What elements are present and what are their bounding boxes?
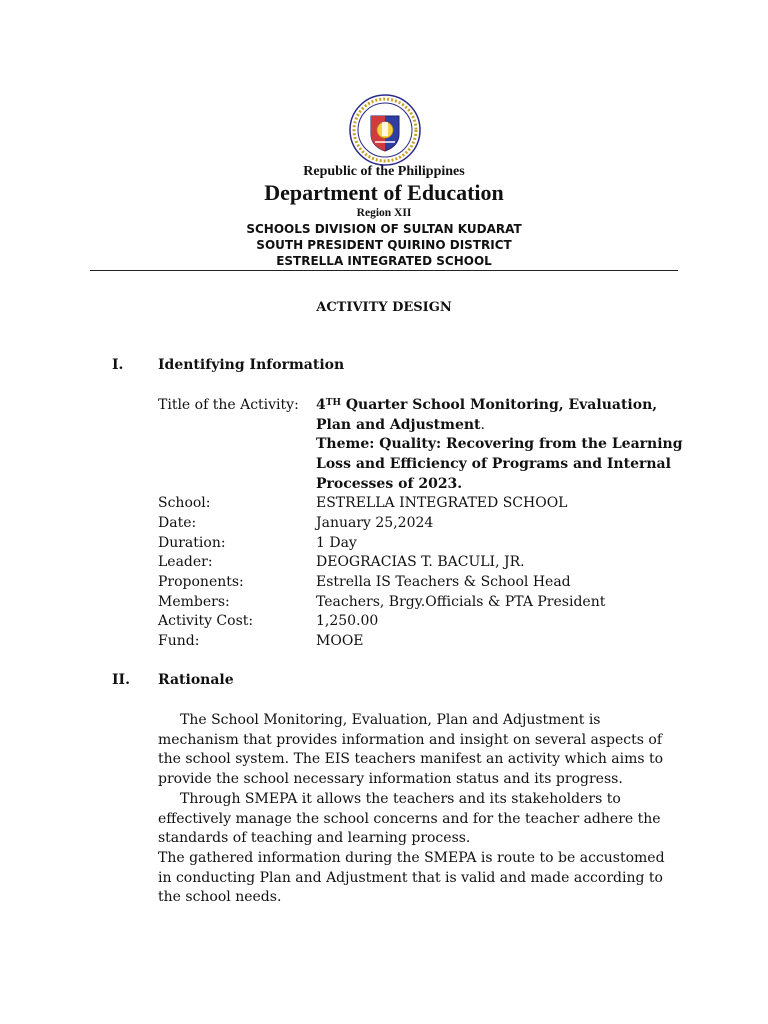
- field-value-leader: DEOGRACIAS T. BACULI, JR.: [316, 554, 525, 570]
- field-label-leader: Leader:: [158, 554, 213, 570]
- field-label-proponents: Proponents:: [158, 574, 244, 590]
- section-1-number: I.: [112, 357, 124, 373]
- ordinal-number: 4: [316, 397, 326, 413]
- field-value-school: ESTRELLA INTEGRATED SCHOOL: [316, 495, 568, 511]
- ordinal-suffix: TH: [325, 398, 341, 408]
- section-2-number: II.: [112, 672, 130, 688]
- field-label-members: Members:: [158, 594, 230, 610]
- field-label-fund: Fund:: [158, 633, 200, 649]
- field-label-activity-cost: Activity Cost:: [158, 613, 254, 629]
- deped-seal-icon: [349, 94, 421, 166]
- field-value-fund: MOOE: [316, 633, 364, 649]
- field-label-school: School:: [158, 495, 211, 511]
- rationale-paragraph-2: Through SMEPA it allows the teachers and its stakeholders to effectively manage the school concerns and for the teacher adhere the standards of teaching and learning process.: [158, 790, 661, 847]
- rationale-paragraph-3: The gathered information during the SMEPA is route to be accustomed in conducting Plan and Adjustment that is valid and made according to the school needs.: [158, 849, 665, 906]
- header-divider: [90, 270, 678, 271]
- field-value-activity-cost: 1,250.00: [316, 613, 379, 629]
- school-heading: ESTRELLA INTEGRATED SCHOOL: [276, 254, 492, 268]
- activity-title-main: Quarter School Monitoring, Evaluation, Plan and Adjustment: [316, 397, 658, 433]
- activity-title-value: [316, 396, 688, 495]
- field-label-date: Date:: [158, 515, 197, 531]
- document-title: ACTIVITY DESIGN: [316, 300, 452, 315]
- rationale-paragraph-1: The School Monitoring, Evaluation, Plan and Adjustment is mechanism that provides information and insight on several aspects of the school system. The EIS teachers manifest an activity which aims to provide the school necessary information status and its progress.: [158, 712, 664, 788]
- republic-heading: Republic of the Philippines: [303, 164, 465, 179]
- district-heading: SOUTH PRESIDENT QUIRINO DISTRICT: [256, 238, 512, 252]
- field-label-duration: Duration:: [158, 535, 226, 551]
- section-2-title: Rationale: [158, 672, 234, 688]
- activity-title-period: .: [480, 416, 485, 433]
- field-value-proponents: Estrella IS Teachers & School Head: [316, 574, 571, 590]
- division-heading: SCHOOLS DIVISION OF SULTAN KUDARAT: [246, 222, 522, 236]
- rationale-body: [158, 711, 678, 908]
- region-heading: Region XII: [356, 207, 412, 219]
- section-1-title: Identifying Information: [158, 357, 345, 373]
- activity-theme: Theme: Quality: Recovering from the Learning Loss and Efficiency of Programs and Internal Processes of 2023.: [316, 436, 683, 492]
- field-value-date: January 25,2024: [316, 515, 434, 531]
- field-value-members: Teachers, Brgy.Officials & PTA President: [316, 594, 606, 610]
- department-heading: Department of Education: [264, 180, 504, 205]
- field-value-duration: 1 Day: [316, 535, 357, 551]
- activity-title-label: Title of the Activity:: [158, 397, 299, 413]
